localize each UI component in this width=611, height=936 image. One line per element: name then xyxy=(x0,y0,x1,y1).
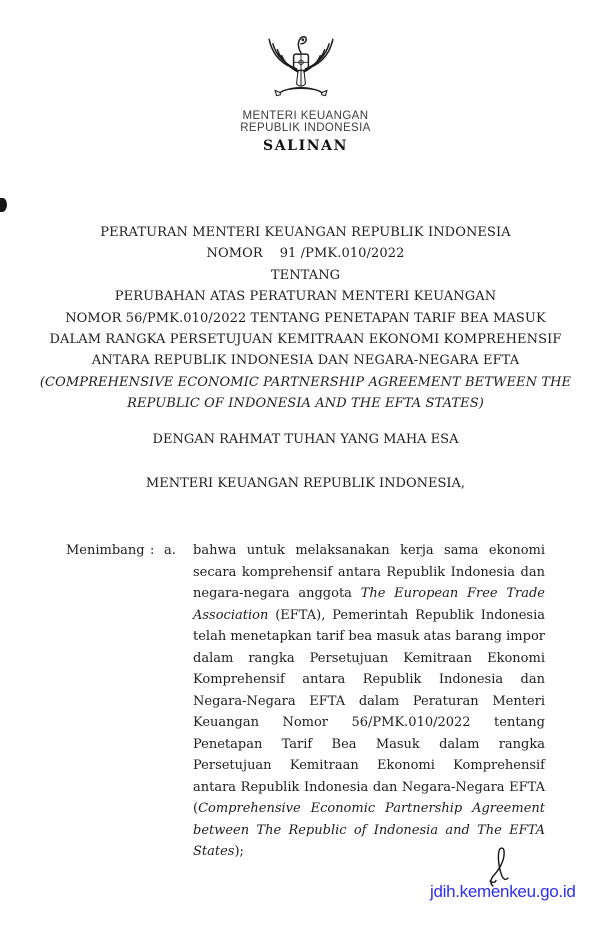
ministry-name-line2: REPUBLIK INDONESIA xyxy=(240,122,371,134)
text-segment: bahwa untuk melaksanakan kerja sama ekonomi secara komprehensif antara Republik Indonesia dan negara-negara anggota xyxy=(193,543,545,601)
title-line: (COMPREHENSIVE ECONOMIC PARTNERSHIP AGREEMENT BETWEEN THE xyxy=(39,374,572,390)
text-segment: (EFTA), Pemerintah Republik Indonesia telah menetapkan tarif bea masuk atas barang impor dalam rangka Persetujuan Kemitraan Ekonomi Komprehensif antara Republik Indonesia dan Negara-Negara EFTA dalam Peraturan Menteri Keuangan Nomor 56/PMK.010/2022 tentang Penetapan Tarif Bea Masuk dalam rangka Persetujuan Kemitraan Ekonomi Komprehensif antara Republik Indonesia dan Negara-Negara EFTA ( xyxy=(193,607,545,816)
garuda-pancasila-emblem xyxy=(264,27,338,105)
ministry-name-line1: MENTERI KEUANGAN xyxy=(242,110,369,122)
invocation-line: DENGAN RAHMAT TUHAN YANG MAHA ESA xyxy=(152,432,459,447)
considering-colon: : xyxy=(150,543,155,558)
title-line: NOMOR 91 /PMK.010/2022 xyxy=(206,246,405,262)
scan-ink-blot xyxy=(0,198,7,212)
title-line: PERUBAHAN ATAS PERATURAN MENTERI KEUANGAN xyxy=(114,289,497,305)
title-line: DALAM RANGKA PERSETUJUAN KEMITRAAN EKONOMI KOMPREHENSIF xyxy=(49,332,562,348)
title-line: PERATURAN MENTERI KEUANGAN REPUBLIK INDONESIA xyxy=(100,225,511,240)
jdih-watermark-link[interactable]: jdih.kemenkeu.go.id xyxy=(430,882,576,901)
considering-label: Menimbang xyxy=(66,543,145,558)
title-line: TENTANG xyxy=(270,267,341,283)
considering-section xyxy=(66,540,545,863)
regulation-title xyxy=(0,222,611,415)
text-segment: ); xyxy=(234,844,244,859)
title-line: ANTARA REPUBLIK INDONESIA DAN NEGARA-NEGARA EFTA xyxy=(91,353,520,369)
italic-text-segment: Comprehensive Economic Partnership Agreement between The Republic of Indonesia and The EFTA States xyxy=(193,801,545,859)
title-line: NOMOR 56/PMK.010/2022 TENTANG PENETAPAN TARIF BEA MASUK xyxy=(65,310,546,326)
copy-stamp-label: SALINAN xyxy=(262,138,349,154)
authority-line: MENTERI KEUANGAN REPUBLIK INDONESIA, xyxy=(145,476,466,491)
italic-text-segment: The European Free Trade Association xyxy=(193,586,546,623)
considering-item-marker: a. xyxy=(164,543,176,558)
considering-item-text xyxy=(193,540,545,863)
title-line: REPUBLIC OF INDONESIA AND THE EFTA STATES) xyxy=(127,396,484,412)
